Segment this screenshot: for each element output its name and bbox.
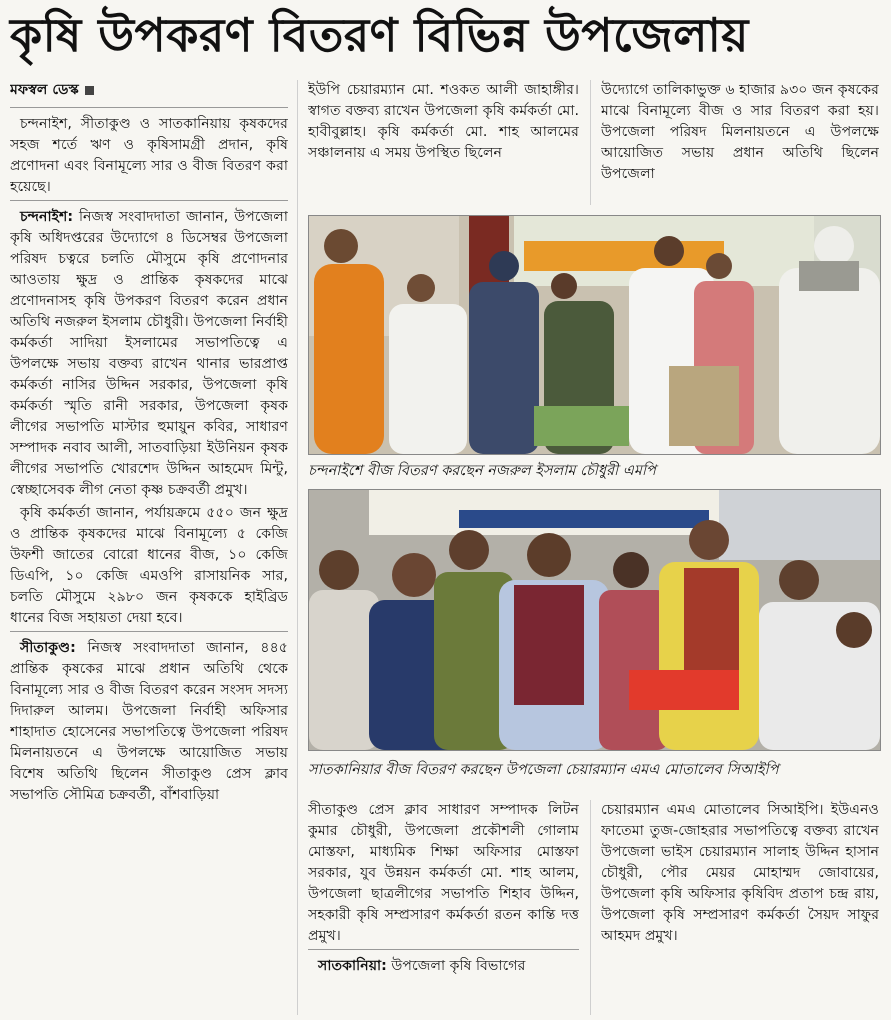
photo-caption-1: চন্দনাইশে বীজ বিতরণ করছেন নজরুল ইসলাম চৌধুরী এমপি bbox=[308, 463, 656, 479]
sitakunda-lead: সীতাকুণ্ড: bbox=[20, 640, 76, 656]
satkania-text: উপজেলা কৃষি বিভাগের bbox=[386, 958, 526, 974]
divider bbox=[308, 949, 579, 950]
headline: কৃষি উপকরণ বিতরণ বিভিন্ন উপজেলায় bbox=[10, 8, 749, 62]
col2-bottom-text: সীতাকুণ্ড প্রেস ক্লাব সাধারণ সম্পাদক লিটন কুমার চৌধুরী, উপজেলা প্রকৌশলী গোলাম মোস্তফা, মাধ্যমিক শিক্ষা অফিসার মোস্তফা সরকার, যুব উন্নয়ন কর্মকর্তা মো. শাহ আলম, উপজেলা ছাত্রলীগের সভাপতি শিহাব উদ্দিন, সহকারী কৃষি সম্প্রসারণ কর্মকর্তা রতন কান্তি দত্ত প্রমুখ। bbox=[308, 802, 579, 944]
photo-satkania-image bbox=[309, 490, 880, 750]
divider bbox=[10, 200, 288, 201]
column-divider bbox=[590, 80, 591, 205]
desk-byline bbox=[10, 80, 288, 101]
sitakunda-paragraph bbox=[10, 638, 288, 806]
chandanaish-text: নিজস্ব সংবাদদাতা জানান, উপজেলা কৃষি অধিদপ্তরের উদ্যোগে ৪ ডিসেম্বর উপজেলা পরিষদ চত্বরে চলতি মৌসুমে কৃষি প্রণোদনার আওতায় ক্ষুদ্র ও প্রান্তিক কৃষকদের মাঝে প্রণোদনাসহ কৃষি উপকরণ বিতরণ করেন প্রধান অতিথি নজরুল ইসলাম চৌধুরী। উপজেলা নির্বাহী কর্মকর্তা সাদিয়া ইসলামের সভাপতিত্বে এ উপলক্ষে সভায় বক্তব্য রাখেন থানার ভারপ্রাপ্ত কর্মকর্তা নাসির উদ্দিন সরকার, উপজেলা কৃষি কর্মকর্তা স্মৃতি রানী সরকার, উপজেলা কৃষক লীগের সভাপতি মাস্টার হুমায়ুন কবির, সাধারণ সম্পাদক নবাব আলী, সাতবাড়িয়া ইউনিয়ন কৃষক লীগের সভাপতি খোরশেদ উদ্দিন আহমেদ মিন্টু, স্বেচ্ছাসেবক লীগ নেতা কৃষ্ণ চক্রবর্তী প্রমুখ। bbox=[10, 209, 288, 498]
satkania-lead: সাতকানিয়া: bbox=[318, 958, 387, 974]
article-column-2-bottom bbox=[308, 800, 579, 1015]
article-column-1 bbox=[10, 80, 288, 1015]
col3-bottom-text: চেয়ারম্যান এমএ মোতালেব সিআইপি। ইউএনও ফাতেমা তুজ-জোহরার সভাপতিত্বে বক্তব্য রাখেন উপজেলা ভাইস চেয়ারম্যান সালাহ উদ্দিন হাসান চৌধুরী, পৌর মেয়র মোহাম্মদ জোবায়ের, উপজেলা কৃষি অফিসার কৃষিবিদ প্রতাপ চন্দ্র রায়, উপজেলা কৃষি সম্প্রসারণ কর্মকর্তা সৈয়দ সাফুর আহমদ প্রমুখ। bbox=[601, 802, 879, 944]
column-divider bbox=[590, 800, 591, 1015]
photo-satkania bbox=[308, 489, 881, 751]
article-column-2-top bbox=[308, 80, 579, 205]
square-bullet-icon bbox=[85, 86, 94, 95]
divider bbox=[10, 631, 288, 632]
col3-top-text: উদ্যোগে তালিকাভুক্ত ৬ হাজার ৯৩০ জন কৃষকের মাঝে বিনামূল্যে বীজ ও সার বিতরণ করা হয়। উপজেলা পরিষদ মিলনায়তনে এ উপলক্ষে আয়োজিত সভায় প্রধান অতিথি ছিলেন উপজেলা bbox=[601, 82, 879, 182]
chandanaish-lead: চন্দনাইশ: bbox=[20, 209, 74, 225]
column-divider bbox=[297, 80, 298, 1015]
divider bbox=[10, 107, 288, 108]
intro-paragraph: চন্দনাইশ, সীতাকুণ্ড ও সাতকানিয়ায় কৃষকদের সহজ শর্তে ঋণ ও কৃষিসামগ্রী প্রদান, কৃষি প্রণোদনা এবং বিনামূল্যে সার ও বীজ বিতরণ করা হয়েছে। bbox=[10, 116, 288, 195]
satkania-paragraph bbox=[308, 956, 579, 977]
agri-officer-paragraph: কৃষি কর্মকর্তা জানান, পর্যায়ক্রমে ৫৫০ জন ক্ষুদ্র ও প্রান্তিক কৃষকদের মাঝে বিনামূল্যে ৫ কেজি উফশী জাতের বোরো ধানের বীজ, ১০ কেজি ডিএপি, ১০ কেজি এমওপি রাসায়নিক সার, চলতি মৌসুমে ২৯৮০ জন কৃষককে হাইব্রিড ধানের বিজ সহায়তা দেয়া হবে। bbox=[10, 505, 288, 626]
photo-caption-2: সাতকানিয়ার বীজ বিতরণ করছেন উপজেলা চেয়ারম্যান এমএ মোতালেব সিআইপি bbox=[308, 762, 779, 778]
photo-chandanaish-image bbox=[309, 216, 880, 454]
article-column-3-bottom bbox=[601, 800, 879, 1015]
photo-chandanaish bbox=[308, 215, 881, 455]
sitakunda-text: নিজস্ব সংবাদদাতা জানান, ৪৪৫ প্রান্তিক কৃষকের মাঝে প্রধান অতিথি থেকে বিনামূল্যে সার ও বীজ বিতরণ করেন সংসদ সদস্য দিদারুল আলম। উপজেলা নির্বাহী অফিসার শাহাদাত হোসেনের সভাপতিত্বে উপজেলা পরিষদ মিলনায়তনে এ উপলক্ষে আয়োজিত সভায় বিশেষ অতিথি ছিলেন সীতাকুণ্ড প্রেস ক্লাব সভাপতি সৌমিত্র চক্রবর্তী, বাঁশবাড়িয়া bbox=[10, 640, 288, 803]
col2-top-text: ইউপি চেয়ারম্যান মো. শওকত আলী জাহাঙ্গীর। স্বাগত বক্তব্য রাখেন উপজেলা কৃষি কর্মকর্তা মো. হাবীবুল্লাহ। কৃষি কর্মকর্তা মো. শাহ আলমের সঞ্চালনায় এ সময় উপস্থিত ছিলেন bbox=[308, 82, 579, 161]
article-column-3-top bbox=[601, 80, 879, 205]
desk-label: মফস্বল ডেস্ক bbox=[10, 82, 79, 98]
chandanaish-paragraph bbox=[10, 207, 288, 501]
